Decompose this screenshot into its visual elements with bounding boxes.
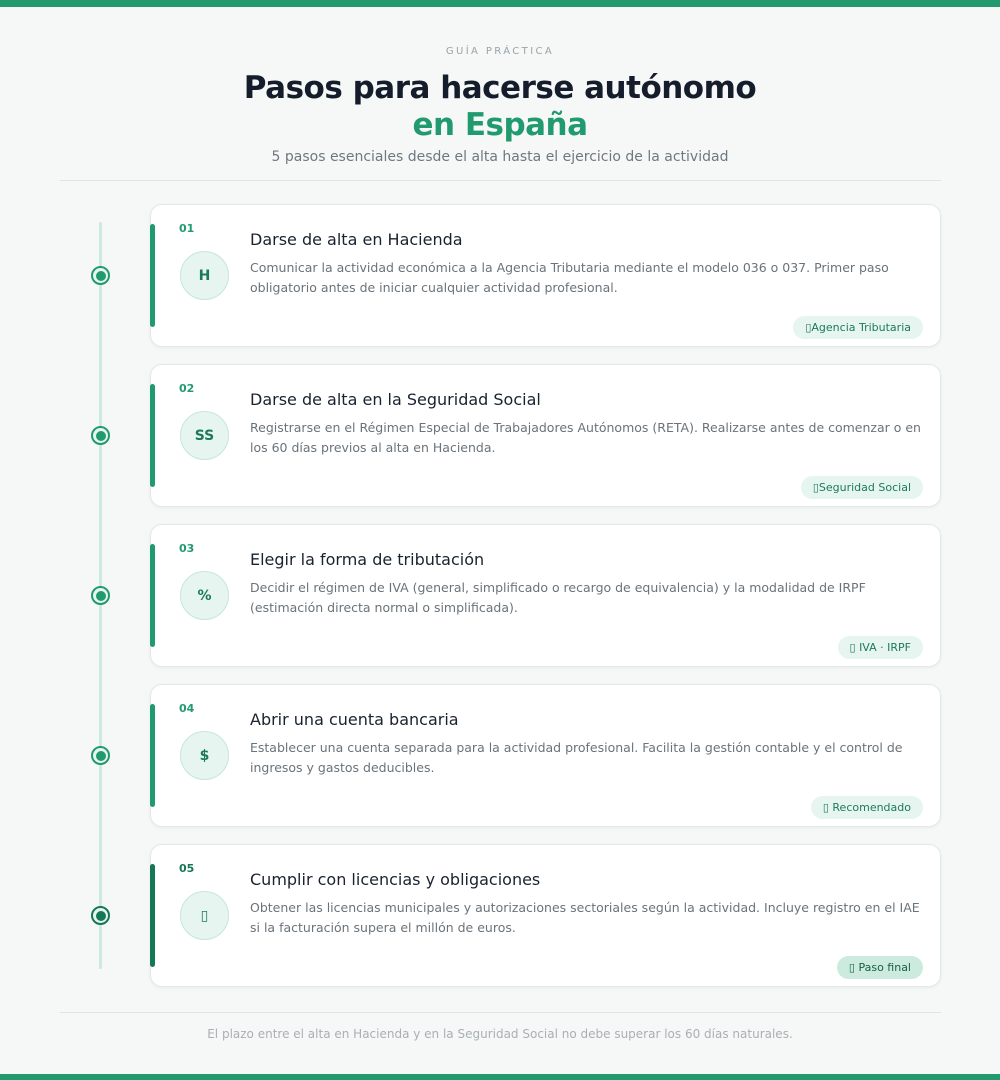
step-title: Darse de alta en la Seguridad Social <box>250 390 541 409</box>
step-title: Elegir la forma de tributación <box>250 550 485 569</box>
step-description: Establecer una cuenta separada para la actividad profesional. Facilita la gestión contable y el control de ingresos y gastos deducibles. <box>250 740 903 775</box>
step-number: 05 <box>179 862 195 875</box>
step-description: Obtener las licencias municipales y autorizaciones sectoriales según la actividad. Incluye registro en el IAE si la facturación supera el millón de euros. <box>250 900 920 935</box>
step-number: 02 <box>179 382 195 395</box>
step-tag: ▯ Paso final <box>837 956 923 979</box>
step-description: Decidir el régimen de IVA (general, simplificado o recargo de equivalencia) y la modalidad de IRPF (estimación directa normal o simplificada). <box>250 580 866 615</box>
page-title-highlight: en España <box>412 107 588 143</box>
card-accent-bar <box>150 544 155 647</box>
step-number: 04 <box>179 702 195 715</box>
step-card-final <box>150 844 941 987</box>
step-tag: ▯Seguridad Social <box>801 476 923 499</box>
header-divider <box>60 180 941 181</box>
timeline-dot <box>91 426 110 445</box>
timeline-dot <box>91 586 110 605</box>
dollar-icon: $ <box>180 731 229 780</box>
hacienda-icon: H <box>180 251 229 300</box>
step-title: Cumplir con licencias y obligaciones <box>250 870 541 889</box>
step-tag: ▯Agencia Tributaria <box>793 316 923 339</box>
step-card <box>150 364 941 507</box>
percent-icon: % <box>180 571 229 620</box>
timeline-dot <box>91 266 110 285</box>
card-accent-bar <box>150 384 155 487</box>
step-card <box>150 204 941 347</box>
card-accent-bar <box>150 864 155 967</box>
step-title: Darse de alta en Hacienda <box>250 230 463 249</box>
card-accent-bar <box>150 704 155 807</box>
step-number: 01 <box>179 222 195 235</box>
step-description: Registrarse en el Régimen Especial de Trabajadores Autónomos (RETA). Realizarse antes de comenzar o en los 60 días previos al alta en Hacienda. <box>250 420 921 455</box>
step-description: Comunicar la actividad económica a la Agencia Tributaria mediante el modelo 036 o 037. Primer paso obligatorio antes de iniciar cualquier actividad profesional. <box>250 260 889 295</box>
card-accent-bar <box>150 224 155 327</box>
document-icon: ▯ <box>180 891 229 940</box>
step-card <box>150 684 941 827</box>
footer-divider <box>60 1012 941 1013</box>
step-tag: ▯ Recomendado <box>811 796 923 819</box>
footer-note: El plazo entre el alta en Hacienda y en la Seguridad Social no debe superar los 60 días naturales. <box>207 1027 793 1041</box>
step-tag: ▯ IVA · IRPF <box>838 636 923 659</box>
seguridad-social-icon: SS <box>180 411 229 460</box>
step-card <box>150 524 941 667</box>
page-subtitle: 5 pasos esenciales desde el alta hasta el ejercicio de la actividad <box>271 149 729 165</box>
eyebrow-label: GUÍA PRÁCTICA <box>445 46 555 57</box>
top-accent-bar <box>0 0 1000 7</box>
bottom-accent-bar <box>0 1074 1000 1080</box>
page-title: Pasos para hacerse autónomo <box>243 70 757 106</box>
step-title: Abrir una cuenta bancaria <box>250 710 459 729</box>
timeline-dot <box>91 746 110 765</box>
step-number: 03 <box>179 542 195 555</box>
timeline-dot-final <box>91 906 110 925</box>
